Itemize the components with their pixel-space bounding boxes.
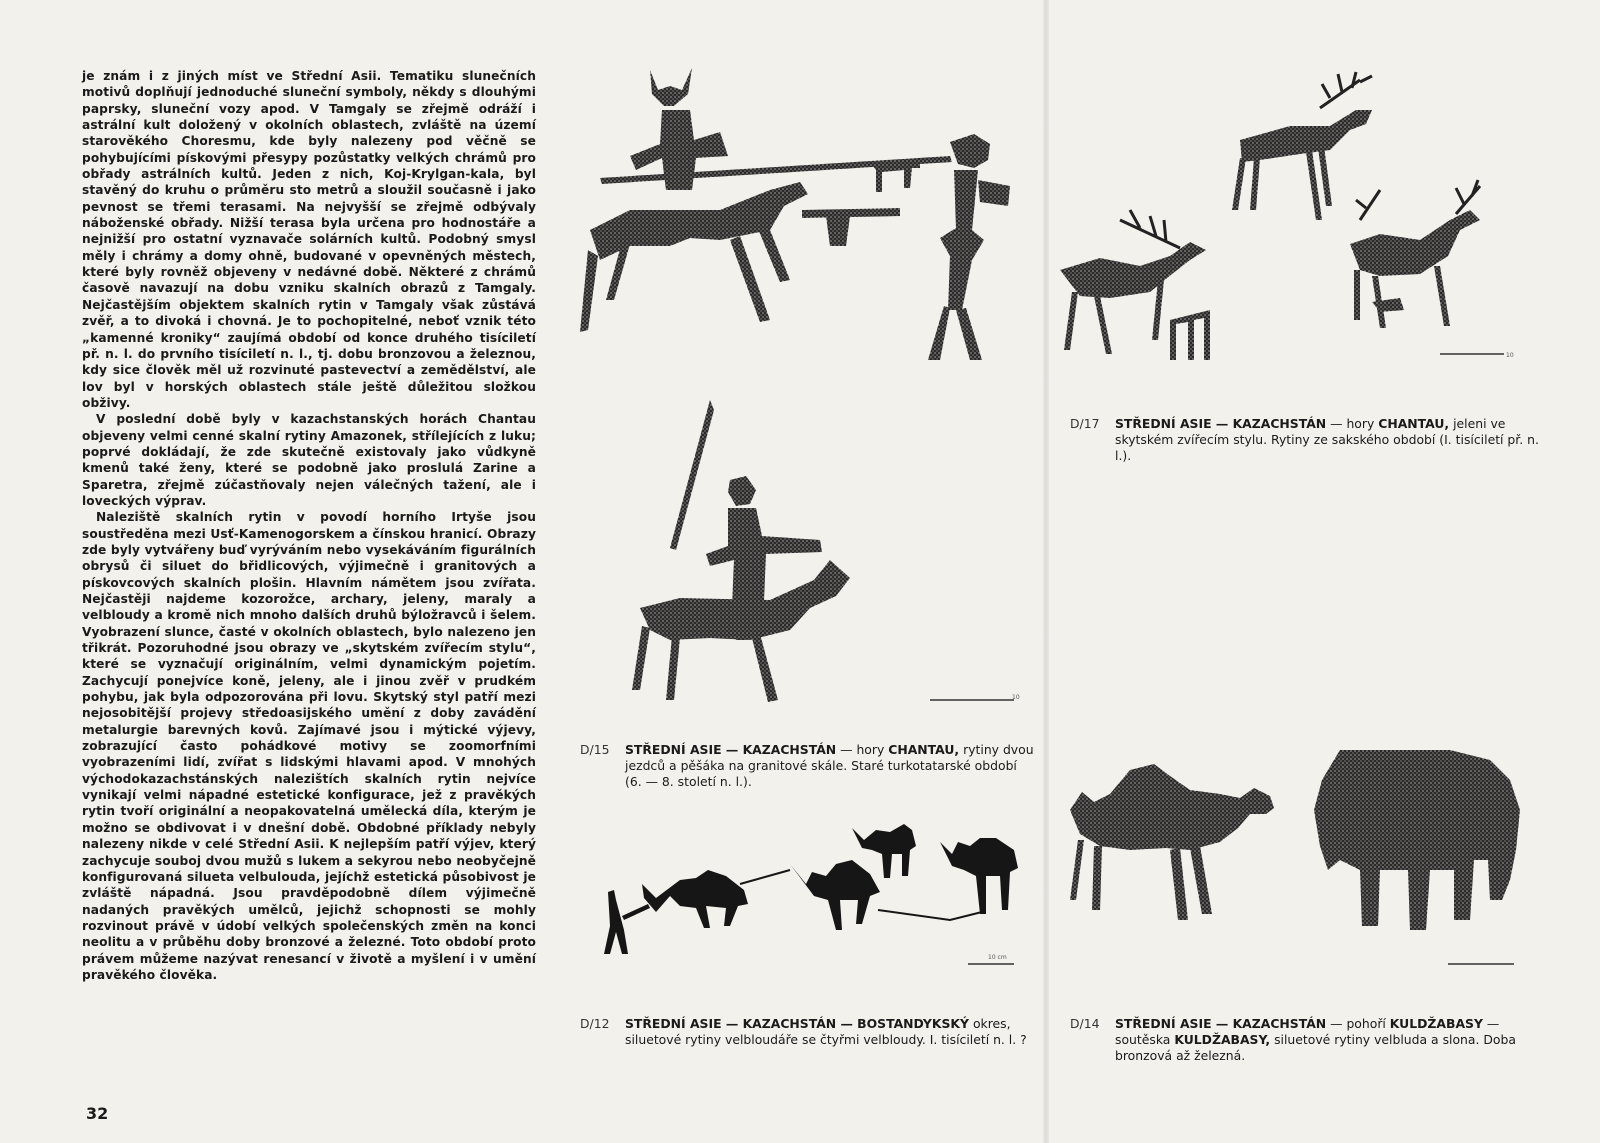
- caption-d14-place: KULDŽABASY: [1389, 1016, 1483, 1031]
- caption-d17-desc: jeleni ve skytském zvířecím stylu. Rytiny ze sakského období (I. tisíciletí př. n. l.).: [1115, 416, 1539, 463]
- figure-d12-camels: [600, 820, 1040, 990]
- caption-d15-code: D/15: [580, 742, 610, 757]
- caption-d14-place2: KULDŽABASY,: [1174, 1032, 1271, 1047]
- caption-d14-mid: — pohoří: [1326, 1016, 1390, 1031]
- caption-d12: [580, 1016, 1035, 1048]
- caption-d12-code: D/12: [580, 1016, 610, 1031]
- caption-d15-mid: — hory: [836, 742, 889, 757]
- caption-d14-mid2: — soutěska: [1115, 1016, 1500, 1047]
- caption-d17-place: CHANTAU,: [1378, 416, 1450, 431]
- figure-d17-deer: [1060, 70, 1540, 380]
- caption-d15-place: CHANTAU,: [888, 742, 960, 757]
- caption-d14-code: D/14: [1070, 1016, 1100, 1031]
- body-paragraph-1: je znám i z jiných míst ve Střední Asii. Tematiku slunečních motivů doplňují jednoduché sluneční symboly, někdy s dlouhými paprsky, sluneční vozy apod. V Tamgaly se zřejmě odráží i astrální kult doložený v okolních oblastech, zvláště na území starověkého Choresmu, kde byly nalezeny pod věčně se pohybujícími pískovými přesypy pozůstatky velkých chrámů pro obřady astrálních kultů. Jeden z nich, Koj-Krylgan-kala, byl stavěný do kruhu o průměru sto metrů a sloužil současně i jako pevnost se třemi terasami. Na nejvyšší se zřejmě odbývaly náboženské obřady. Nižší terasa byla určena pro hodnostáře a nejnižší pro ostatní vyznavače solárních kultů. Podobný smysl měly i chrámy a domy ohně, budované v opevněných městech, které byly rovněž objeveny v nedávné době. Některé z chrámů časově navazují na dobu vzniku skalních obrazů z Tamgaly. Nejčastějším objektem skalních rytin v Tamgaly však zůstává zvěř, a to divoká i chovná. Je to pochopitelné, neboť vznik této „kamenné kroniky“ zaujímá období od konce druhého tisíciletí př. n. l. do prvního tisíciletí n. l., tj. dobu bronzovou a železnou, kdy sice člověk měl už rozvinuté pastevectví a zemědělství, ale lov byl v horských oblastech stále ještě důležitou složkou obživy.: [82, 69, 536, 410]
- caption-d15: [580, 742, 1035, 790]
- figure-d12-engraving: [600, 820, 1040, 990]
- caption-d17-mid: — hory: [1326, 416, 1379, 431]
- caption-d17-title: STŘEDNÍ ASIE — KAZACHSTÁN: [1115, 416, 1327, 431]
- caption-d17-code: D/17: [1070, 416, 1100, 431]
- page-gutter: [1043, 0, 1049, 1143]
- figure-d14-engraving: [1070, 750, 1540, 980]
- page-number: 32: [86, 1104, 109, 1123]
- caption-d14-title: STŘEDNÍ ASIE — KAZACHSTÁN: [1115, 1016, 1327, 1031]
- figure-d17-engraving: [1060, 70, 1540, 380]
- scale-label-d12: 10 cm: [988, 954, 1007, 961]
- body-paragraph-3: Naleziště skalních rytin v povodí horního Irtyše jsou soustředěna mezi Usť-Kamenogorskem a čínskou hranicí. Obrazy zde byly vytvářeny buď vyrýváním nebo vysekáváním figurálních obrysů či siluet do břidlicových, výjimečně i granitových a pískovcových skalních plošin. Hlavním námětem jsou zvířata. Nejčastěji najdeme kozorožce, archary, jeleny, maraly a velbloudy a kromě nich mnoho dalších druhů býložravců i šelem. Vyobrazení slunce, časté v okolních oblastech, bylo nalezeno jen třikrát. Pozoruhodné jsou obrazy ve „skytském zvířecím stylu“, které se vyznačují originálním, velmi dynamickým pojetím. Zachycují ponejvíce koně, jeleny, ale i jinou zvěř v prudkém pohybu, jak byla odpozorována při lovu. Skytský styl patří mezi nejosobitější projevy středoasijského umění z doby zavádění metalurgie barevných kovů. Zajímavé jsou i mýtické výjevy, zobrazující často pohádkové motivy se zoomorfními vyobrazeními lidí, zvířat s lidskými hlavami apod. V mnohých východokazachstánských nalezištích skalních rytin nejvíce vynikají velmi nápadné estetické konfigurace, jež z pravěkých rytin tvoří originální a neopakovatelná umělecká díla, kterým je možno se obdivovat i v dnešní době. Obdobné příklady nebyly nalezeny nikde v celé Střední Asii. K nejlepším patří výjev, který zachycuje souboj dvou mužů s lukem a sekyrou nebo neobyčejně konfigurovaná silueta velbulouda, jejíchž estetická působivost je zvláště nápadná. Jsou pravděpodobně dílem výjimečně nadaných pravěkých umělců, jejichž schopnosti se mohly rozvinout právě v údobí velkých společenských změn na konci neolitu a v průběhu doby bronzové a železné. Toto období proto právem můžeme nazývat renesancí v životě a myšlení i v umění pravěkého člověka.: [82, 510, 536, 982]
- caption-d14-desc: siluetové rytiny velbluda a slona. Doba bronzová až železná.: [1115, 1032, 1516, 1063]
- caption-d12-desc: okres, siluetové rytiny velbloudáře se čtyřmi velbloudy. I. tisíciletí n. l. ?: [625, 1016, 1027, 1047]
- caption-d15-desc: rytiny dvou jezdců a pěšáka na granitové skále. Staré turkotatarské období (6. — 8. století n. l.).: [625, 742, 1034, 789]
- figure-d14-camel-elephant: [1070, 750, 1540, 980]
- scale-label-d15: 10: [1012, 694, 1020, 701]
- caption-d15-title: STŘEDNÍ ASIE — KAZACHSTÁN: [625, 742, 837, 757]
- figure-d15-engraving: [570, 60, 1040, 720]
- figure-d15-riders: [570, 60, 1040, 720]
- body-paragraph-2: V poslední době byly v kazachstanských horách Chantau objeveny velmi cenné skalní rytiny Amazonek, střílejících z luku; poprvé dokládají, že zde skutečně existovaly jako vůdkyně kmenů také ženy, které se podobně jako proslulá Zarine a Sparetra, zřejmě zúčastňovaly nejen válečných tažení, ale i loveckých výprav.: [82, 412, 536, 508]
- scale-label-d17: 10: [1506, 352, 1514, 359]
- body-text-column: [82, 68, 536, 983]
- caption-d12-title: STŘEDNÍ ASIE — KAZACHSTÁN — BOSTANDYKSKÝ: [625, 1016, 969, 1031]
- caption-d17: [1070, 416, 1540, 464]
- caption-d14: [1070, 1016, 1540, 1064]
